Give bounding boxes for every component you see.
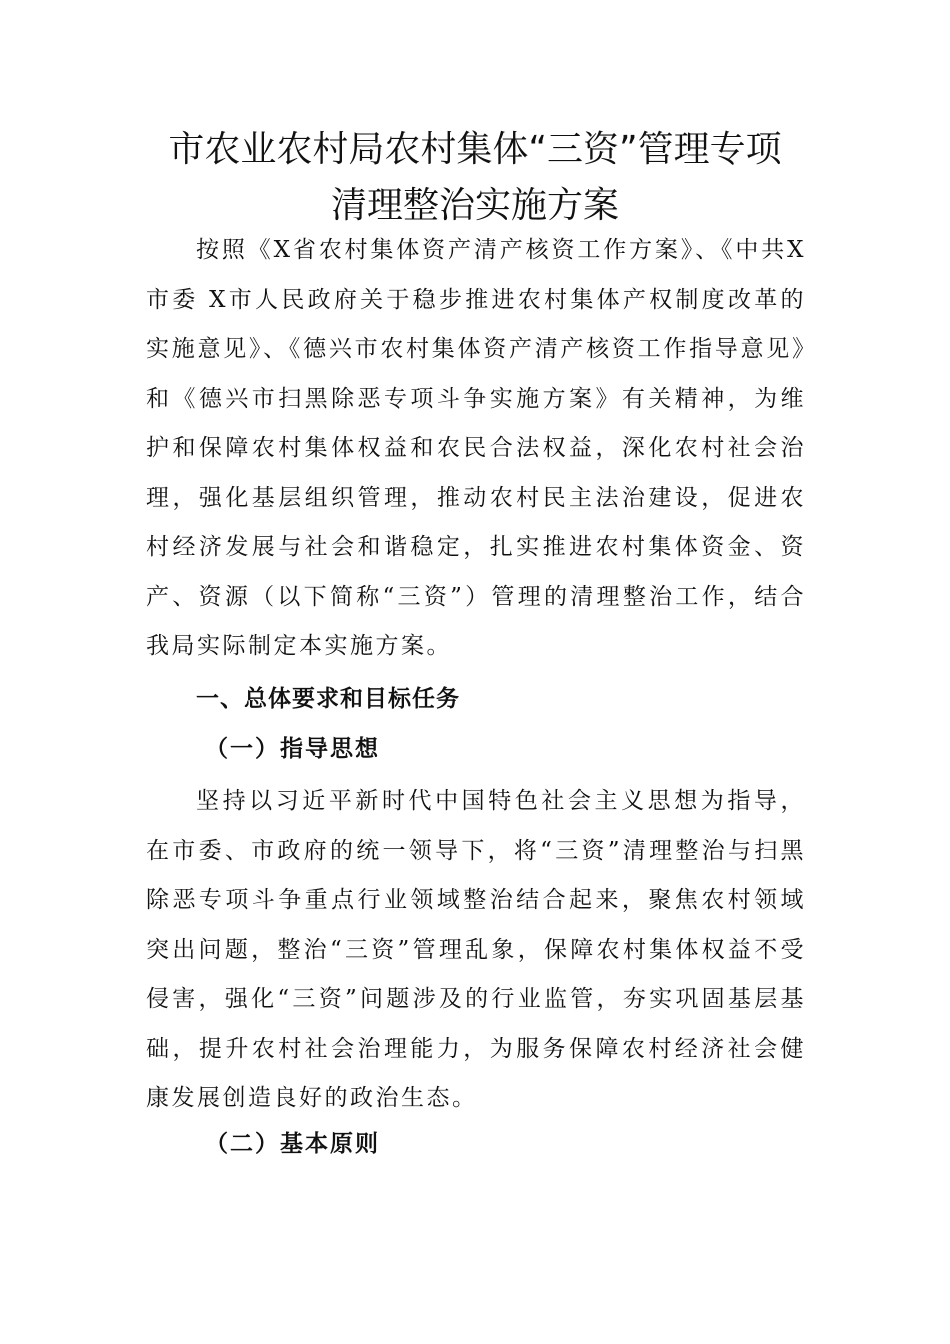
subsection-heading-basic-principles: （二）基本原则	[205, 1130, 380, 1157]
subsection-heading-guiding-ideology: （一）指导思想	[205, 735, 380, 762]
intro-paragraph: 按照《X省农村集体资产清产核资工作方案》、《中共X市委 X市人民政府关于稳步推进农村集体产权制度改革的实施意见》、《德兴市农村集体资产清产核资工作指导意见》和《德兴市扫黑除恶专项斗争实施方案》有关精神，为维护和保障农村集体权益和农民合法权益，深化农村社会治理，强化基层组织管理，推动农村民主法治建设，促进农村经济发展与社会和谐稳定，扎实推进农村集体资金、资产、资源（以下简称“三资”）管理的清理整治工作，结合我局实际制定本实施方案。	[146, 237, 806, 659]
guiding-ideology-paragraph: 坚持以习近平新时代中国特色社会主义思想为指导，在市委、市政府的统一领导下，将“三资”清理整治与扫黑除恶专项斗争重点行业领域整治结合起来，聚焦农村领域突出问题，整治“三资”管理乱象，保障农村集体权益不受侵害，强化“三资”问题涉及的行业监管，夯实巩固基层基础，提升农村社会治理能力，为服务保障农村经济社会健康发展创造良好的政治生态。	[146, 788, 806, 1111]
section-heading-overall-requirements: 一、总体要求和目标任务	[196, 686, 460, 712]
document-title-line-2: 清理整治实施方案	[330, 185, 619, 226]
document-title-line-1: 市农业农村局农村集体“三资”管理专项	[168, 129, 782, 170]
